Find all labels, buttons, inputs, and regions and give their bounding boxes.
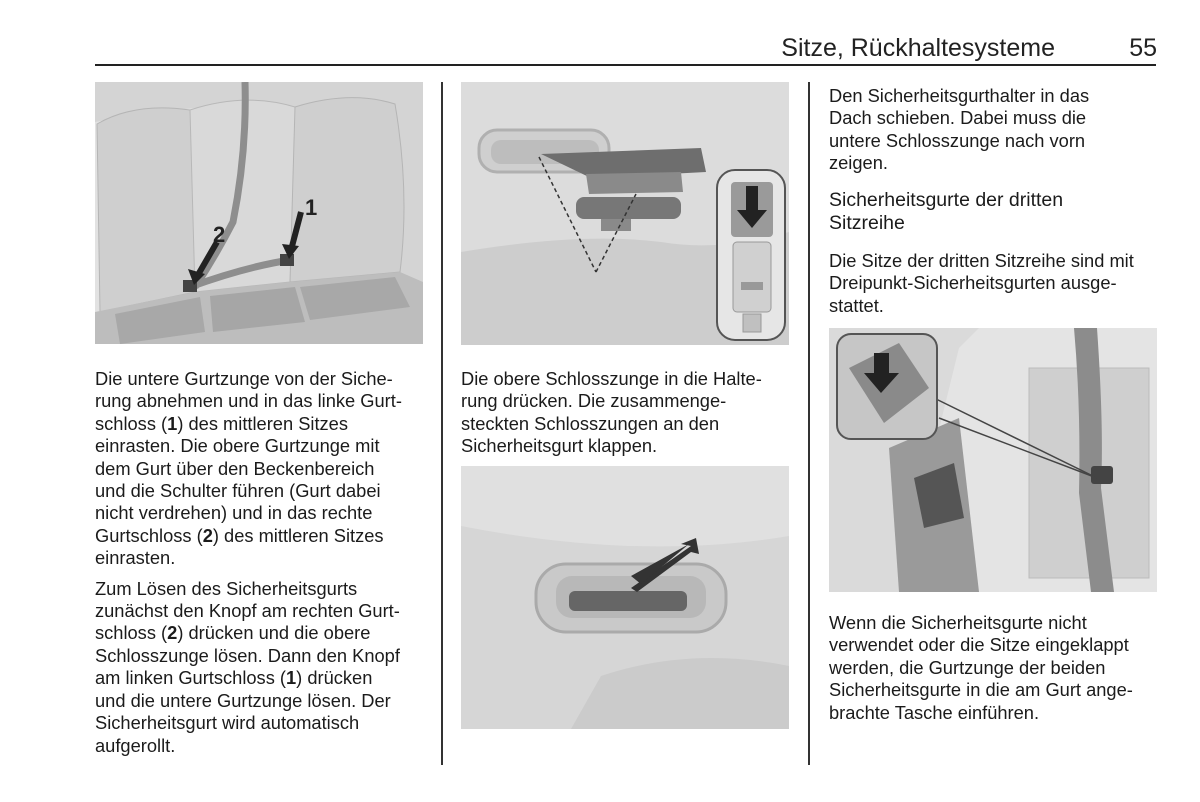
- paragraph-belt-release: Zum Lösen des Sicherheitsgurts zunächst den Knopf am rechten Gurt- schloss (2) drücken und die obere Schlosszunge lösen. Dann den Knopf am linken Gurtschloss (1) drücken und die untere Gurtzunge lösen. Der Sicherheitsgurt wird automatisch aufgerollt.: [95, 577, 400, 756]
- ceiling-holder-illustration: [461, 466, 789, 729]
- belt-holder-illustration: [461, 82, 789, 345]
- column-3-text-mid: [829, 250, 1159, 325]
- paragraph-third-row-belts: Die Sitze der dritten Sitzreihe sind mit Dreipunkt-Sicherheitsgurten ausge- stattet.: [829, 250, 1134, 316]
- rear-seat-illustration: [95, 82, 423, 344]
- paragraph-belt-pocket: Wenn die Sicherheitsgurte nicht verwendet oder die Sitze eingeklappt werden, die Gurtzunge der beiden Sicherheitsgurte in die am Gurt ange- brachte Tasche einführen.: [829, 612, 1133, 723]
- column-2-text: [461, 368, 806, 466]
- callout-2: 2: [213, 222, 226, 247]
- figure-belt-holder: [461, 82, 789, 345]
- column-3-text-bottom: [829, 612, 1159, 732]
- third-row-belt-illustration: [829, 328, 1157, 592]
- ref-buckle-1: 1: [167, 412, 178, 434]
- section-heading-third-row: Sicherheitsgurte der dritten Sitzreihe: [829, 189, 1064, 234]
- figure-ceiling-holder: [461, 466, 789, 729]
- paragraph-buckle-fastening: Die untere Gurtzunge von der Siche- rung abnehmen und in das linke Gurt- schloss (1) des mittleren Sitzes einrasten. Die obere Gurtzunge mit dem Gurt über den Beckenbereich und die Schulter führen (Gurt dabei nicht verdrehen) und in das rechte Gurtschloss (2) des mittleren Sitzes einrasten.: [95, 368, 402, 569]
- column-1-text: [95, 368, 435, 765]
- figure-rear-seat-buckles: [95, 82, 423, 344]
- page-number: 55: [1129, 34, 1157, 62]
- ref-buckle-2: 2: [202, 524, 213, 546]
- column-3-text-top: [829, 85, 1159, 183]
- paragraph-press-tongue: Die obere Schlosszunge in die Halte- rung drücken. Die zusammenge- steckten Schlosszungen an den Sicherheitsgurt klappen.: [461, 368, 762, 457]
- running-header-title: Sitze, Rückhaltesysteme: [781, 34, 1055, 62]
- column-divider-left: [441, 82, 443, 765]
- column-divider-right: [808, 82, 810, 765]
- paragraph-push-holder: Den Sicherheitsgurthalter in das Dach schieben. Dabei muss die untere Schlosszunge nach vorn zeigen.: [829, 85, 1090, 174]
- callout-1: 1: [305, 195, 318, 220]
- header-rule: [95, 64, 1156, 66]
- figure-third-row-belt: [829, 328, 1157, 592]
